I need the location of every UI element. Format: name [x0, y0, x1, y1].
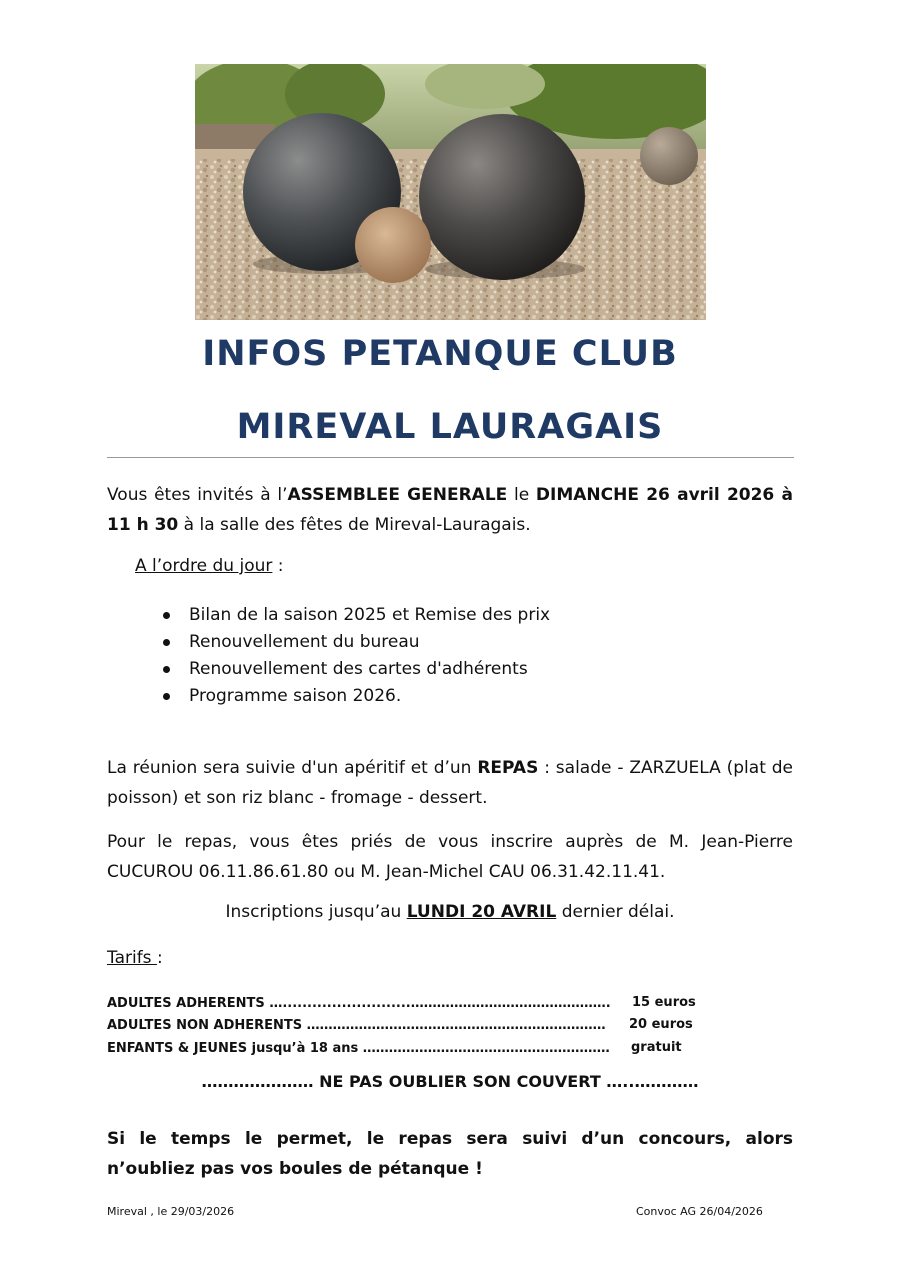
footer-reference: Convoc AG 26/04/2026: [636, 1205, 763, 1218]
tarifs-heading: Tarifs :: [107, 948, 163, 968]
tarif-price: gratuit: [631, 1040, 682, 1055]
tarif-price: 20 euros: [629, 1017, 693, 1032]
list-item: Bilan de la saison 2025 et Remise des prix: [161, 602, 550, 629]
page-title-line1: INFOS PETANQUE CLUB: [202, 334, 678, 374]
footer-date: Mireval , le 29/03/2026: [107, 1205, 235, 1218]
title-divider: [107, 457, 794, 458]
registration-paragraph: Pour le repas, vous êtes priés de vous inscrire auprès de M. Jean-Pierre CUCUROU 06.11.86.61.80 ou M. Jean-Michel CAU 06.31.42.11.41.: [107, 832, 793, 882]
list-item: Renouvellement du bureau: [161, 629, 550, 656]
agenda-heading: A l’ordre du jour :: [135, 556, 284, 576]
tarif-label: ENFANTS & JEUNES jusqu’à 18 ans …………………………………………………: [107, 1041, 610, 1056]
cutlery-reminder: ………………… NE PAS OUBLIER SON COUVERT …..…………: [201, 1072, 699, 1091]
list-item: Programme saison 2026.: [161, 683, 550, 710]
tarif-label: ADULTES ADHERENTS …..........................……………………………………….: [107, 996, 611, 1011]
tarif-price: 15 euros: [632, 995, 696, 1010]
tarif-label: ADULTES NON ADHERENTS ……………………………………………………………: [107, 1018, 606, 1033]
list-item: Renouvellement des cartes d'adhérents: [161, 656, 550, 683]
petanque-boules-photo-icon: [195, 64, 706, 320]
registration-deadline: Inscriptions jusqu’au LUNDI 20 AVRIL dernier délai.: [225, 902, 675, 922]
header-photo: [195, 64, 706, 320]
invitation-paragraph: Vous êtes invités à l’ASSEMBLEE GENERALE le DIMANCHE 26 avril 2026 à 11 h 30 à la salle des fêtes de Mireval-Lauragais.: [107, 485, 793, 535]
tournament-notice: Si le temps le permet, le repas sera suivi d’un concours, alors n’oubliez pas vos boules de pétanque !: [107, 1129, 793, 1179]
page-title-line2: MIREVAL LAURAGAIS: [236, 407, 664, 447]
agenda-list: [161, 602, 550, 710]
meal-paragraph: La réunion sera suivie d'un apéritif et d’un REPAS : salade - ZARZUELA (plat de poisson) et son riz blanc - fromage - dessert.: [107, 758, 793, 808]
